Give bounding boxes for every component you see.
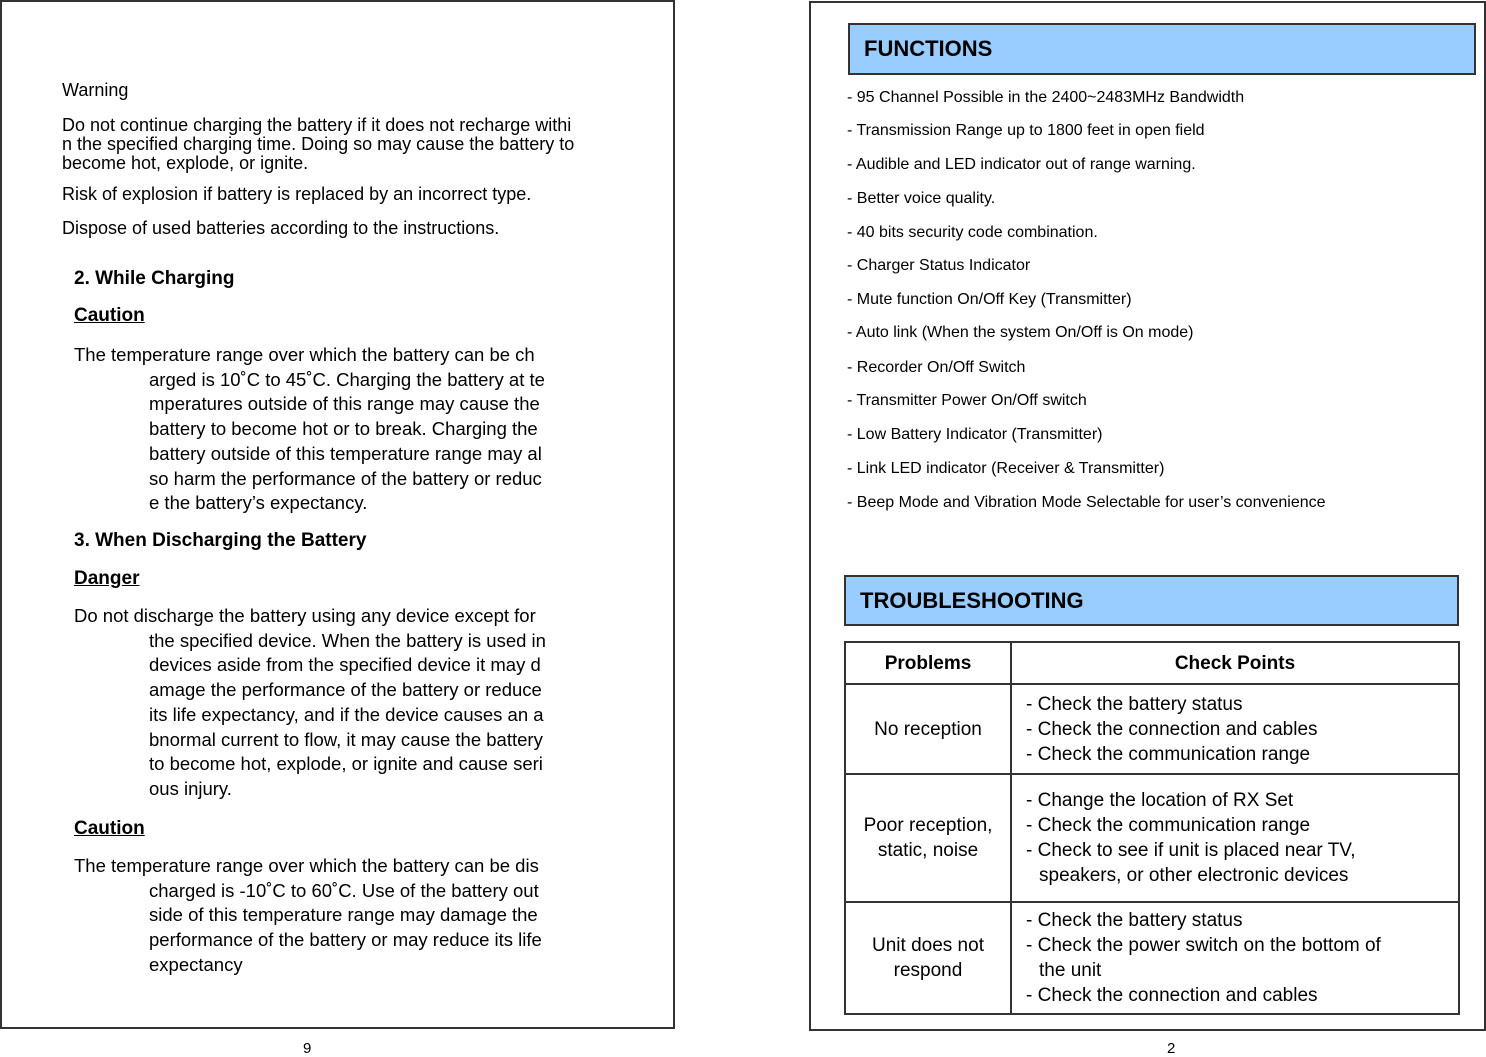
- check-point: - Check the power switch on the bottom of: [1026, 935, 1381, 956]
- warning-line-2: n the specified charging time. Doing so may cause the battery to: [62, 134, 575, 154]
- charging-line: mperatures outside of this range may cause the: [149, 393, 540, 415]
- warning-line-1: Do not continue charging the battery if it does not recharge withi: [62, 115, 572, 135]
- function-item: - Audible and LED indicator out of range warning.: [847, 156, 1196, 173]
- function-item: - Auto link (When the system On/Off is On mode): [847, 324, 1194, 341]
- function-item: - 95 Channel Possible in the 2400~2483MHz Bandwidth: [847, 89, 1245, 106]
- check-point: - Check the connection and cables: [1026, 718, 1318, 740]
- function-item: - Beep Mode and Vibration Mode Selectable for user’s convenience: [847, 494, 1326, 511]
- problem-text: respond: [893, 960, 963, 981]
- check-point: - Check the communication range: [1026, 815, 1311, 836]
- check-point: speakers, or other electronic devices: [1039, 865, 1349, 886]
- warning-line-5: Dispose of used batteries according to the instructions.: [62, 218, 500, 238]
- charging-caution-text: [74, 343, 545, 516]
- danger-line: Do not discharge the battery using any device except for: [74, 605, 536, 626]
- danger-text: [74, 604, 546, 802]
- function-item: - Transmission Range up to 1800 feet in open field: [847, 122, 1205, 139]
- check-point: - Check to see if unit is placed near TV,: [1026, 840, 1356, 861]
- troubleshooting-table: [844, 641, 1460, 1015]
- table-header-row: [845, 642, 1459, 684]
- charging-line: arged is 10˚C to 45˚C. Charging the battery at te: [149, 368, 545, 390]
- warning-title: Warning: [62, 80, 129, 100]
- while-charging-heading: 2. While Charging: [74, 268, 235, 289]
- problem-cell: [845, 774, 1011, 902]
- discharging-caution-line: performance of the battery or may reduce its life: [149, 929, 542, 951]
- function-item: - Charger Status Indicator: [847, 257, 1031, 274]
- discharging-caution-label: Caution: [74, 818, 145, 839]
- function-item: - Recorder On/Off Switch: [847, 359, 1026, 376]
- danger-line: ous injury.: [149, 777, 232, 799]
- problems-header: Problems: [845, 642, 1011, 684]
- charging-line: battery outside of this temperature range may al: [149, 442, 542, 464]
- discharging-caution-line: side of this temperature range may damage the: [149, 904, 538, 926]
- warning-line-4: Risk of explosion if battery is replaced by an incorrect type.: [62, 184, 532, 204]
- table-row: [845, 902, 1459, 1014]
- problem-text: Unit does not: [872, 935, 984, 956]
- problem-cell: [845, 902, 1011, 1014]
- danger-line: to become hot, explode, or ignite and cause seri: [149, 753, 543, 775]
- problem-text: No reception: [874, 718, 982, 740]
- check-point: - Check the battery status: [1026, 910, 1243, 931]
- danger-line: its life expectancy, and if the device causes an a: [149, 703, 544, 725]
- charging-line: e the battery’s expectancy.: [149, 492, 368, 514]
- function-item: - Low Battery Indicator (Transmitter): [847, 426, 1103, 443]
- danger-line: devices aside from the specified device it may d: [149, 654, 541, 676]
- check-points-cell: [1011, 684, 1459, 774]
- function-item: - Transmitter Power On/Off switch: [847, 392, 1087, 409]
- charging-line: battery to become hot or to break. Charging the: [149, 418, 538, 440]
- charging-caution-label: Caution: [74, 305, 145, 326]
- function-item: - Better voice quality.: [847, 190, 996, 207]
- problem-text: Poor reception,: [863, 815, 993, 836]
- check-point: the unit: [1039, 960, 1102, 981]
- danger-line: the specified device. When the battery is used in: [149, 629, 546, 651]
- danger-line: amage the performance of the battery or reduce: [149, 679, 542, 701]
- check-points-cell: [1011, 902, 1459, 1014]
- troubleshooting-title: TROUBLESHOOTING: [844, 575, 1459, 626]
- discharging-caution-line: expectancy: [149, 953, 243, 975]
- danger-line: bnormal current to flow, it may cause the battery: [149, 728, 543, 750]
- check-point: - Check the battery status: [1026, 693, 1243, 715]
- left-page-number: 9: [303, 1040, 312, 1057]
- charging-line: The temperature range over which the battery can be ch: [74, 344, 535, 365]
- function-item: - Mute function On/Off Key (Transmitter): [847, 291, 1132, 308]
- right-page-number: 2: [1167, 1040, 1176, 1057]
- functions-title: FUNCTIONS: [848, 23, 1476, 75]
- problem-text: static, noise: [877, 840, 979, 861]
- warning-line-3: become hot, explode, or ignite.: [62, 153, 309, 173]
- table-row: [845, 684, 1459, 774]
- discharging-caution-line: charged is -10˚C to 60˚C. Use of the battery out: [149, 879, 539, 901]
- discharging-caution-line: The temperature range over which the battery can be dis: [74, 855, 539, 876]
- charging-line: so harm the performance of the battery or reduc: [149, 467, 542, 489]
- check-point: - Change the location of RX Set: [1026, 790, 1294, 811]
- check-points-header: Check Points: [1011, 642, 1459, 684]
- table-row: [845, 774, 1459, 902]
- discharging-caution-text: [74, 854, 542, 978]
- check-point: - Check the connection and cables: [1026, 985, 1318, 1006]
- function-item: - Link LED indicator (Receiver & Transmitter): [847, 460, 1165, 477]
- problem-cell: [845, 684, 1011, 774]
- function-item: - 40 bits security code combination.: [847, 224, 1098, 241]
- danger-label: Danger: [74, 568, 140, 589]
- check-points-cell: [1011, 774, 1459, 902]
- discharging-heading: 3. When Discharging the Battery: [74, 530, 367, 551]
- check-point: - Check the communication range: [1026, 743, 1311, 765]
